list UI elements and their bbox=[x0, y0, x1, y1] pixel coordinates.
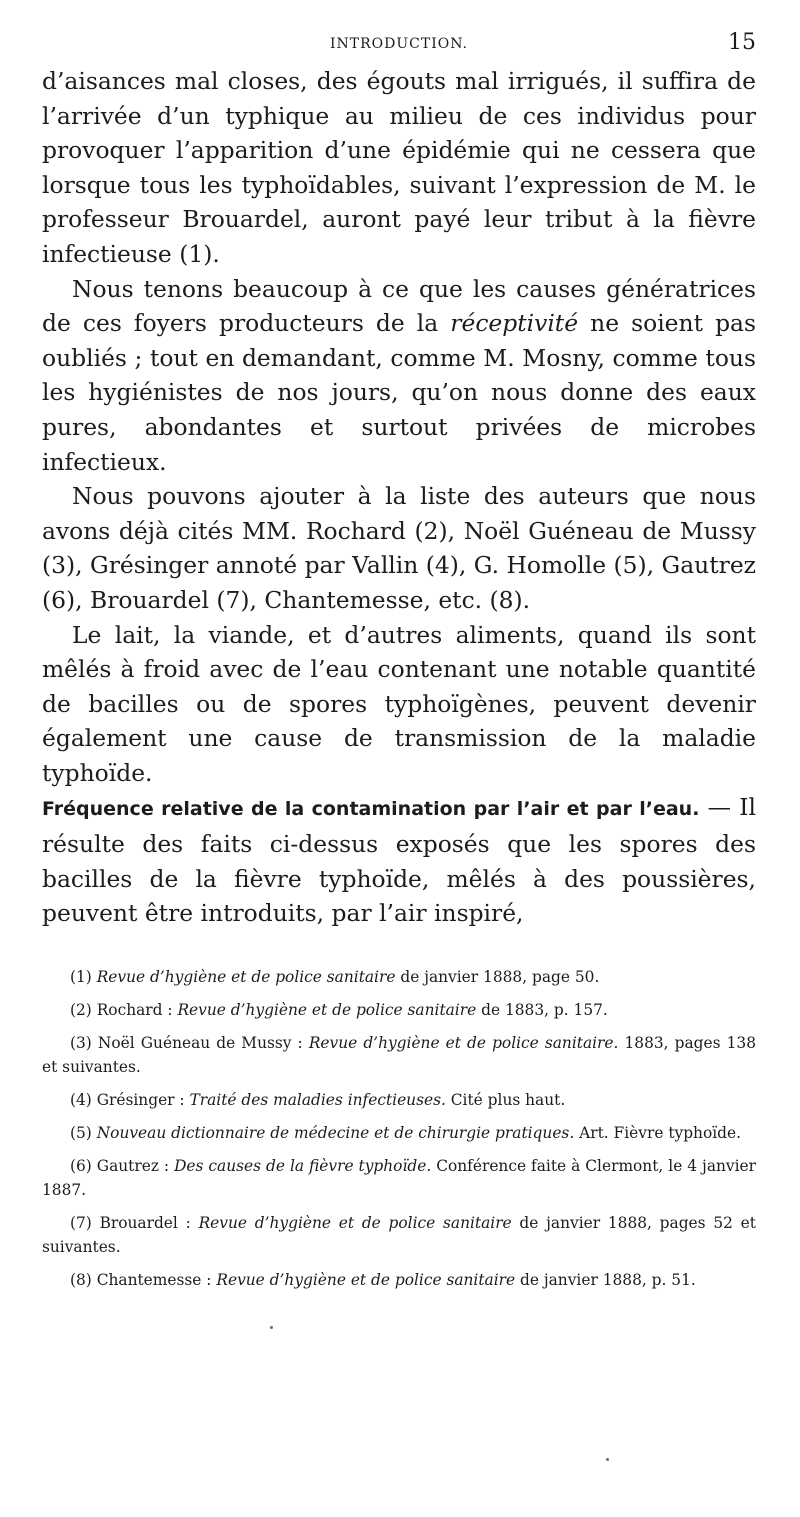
footnote-source: Revue d’hygiène et de police sanitaire. bbox=[308, 1033, 619, 1052]
footnote-8 bbox=[42, 1268, 756, 1292]
section-run-in-heading: Fréquence relative de la contamination par l’air et par l’eau. bbox=[42, 798, 700, 821]
footnote-source: Nouveau dictionnaire de médecine et de chirurgie pratiques. bbox=[96, 1123, 575, 1142]
footnote-detail: de janvier 1888, p. 51. bbox=[515, 1270, 696, 1289]
footnote-source: Revue d’hygiène et de police sanitaire bbox=[96, 967, 396, 986]
footnote-4 bbox=[42, 1088, 756, 1112]
footnote-3 bbox=[42, 1031, 756, 1079]
footnote-number: (1) bbox=[70, 967, 92, 986]
footnote-author: Noël Guéneau de Mussy : bbox=[97, 1033, 309, 1052]
paragraph-4-text: Le lait, la viande, et d’autres aliments, quand ils sont mêlés à froid avec de l’eau contenant une notable quantité de bacilles ou de spores typhoïgènes, peuvent devenir également une cause de transmission de la maladie typhoïde. bbox=[42, 620, 756, 787]
paragraph-3-text: Nous pouvons ajouter à la liste des auteurs que nous avons déjà cités MM. Rochard (2), Noël Guéneau de Mussy (3), Grésinger annoté par Vallin (4), G. Homolle (5), Gautrez (6), Brouardel (7), Chantemesse, etc. (8). bbox=[42, 482, 756, 614]
paragraph-2 bbox=[42, 272, 756, 480]
footnote-author: Chantemesse : bbox=[96, 1270, 217, 1289]
footnote-number: (3) bbox=[70, 1033, 92, 1052]
footnote-1 bbox=[42, 965, 756, 989]
footnote-source: Revue d’hygiène et de police sanitaire bbox=[198, 1213, 512, 1232]
footnote-source: Des causes de la fièvre typhoïde. bbox=[174, 1156, 432, 1175]
paragraph-2-text-before: Nous tenons beaucoup à ce que les causes génératrices de ces foyers producteurs de la bbox=[42, 274, 756, 338]
footnote-source: Revue d’hygiène et de police sanitaire bbox=[177, 1000, 477, 1019]
footnote-6 bbox=[42, 1154, 756, 1202]
footnote-author: Rochard : bbox=[96, 1000, 178, 1019]
paper-speck bbox=[606, 1458, 609, 1461]
footnote-number: (5) bbox=[70, 1123, 92, 1142]
body-text bbox=[42, 64, 756, 931]
paragraph-5-text: — Il résulte des faits ci-dessus exposés que les spores des bacilles de la fièvre typhoïde, mêlés à des poussières, peuvent être introduits, par l’air inspiré, bbox=[42, 793, 756, 928]
running-head bbox=[42, 30, 756, 64]
footnote-detail: 1883, pages 138 et suivantes. bbox=[42, 1033, 756, 1076]
paper-speck bbox=[270, 1326, 273, 1329]
footnote-number: (7) bbox=[70, 1213, 92, 1232]
running-title: INTRODUCTION. bbox=[329, 36, 469, 52]
footnote-number: (4) bbox=[70, 1090, 92, 1109]
footnote-2 bbox=[42, 998, 756, 1022]
footnote-number: (6) bbox=[70, 1156, 92, 1175]
footnote-7 bbox=[42, 1211, 756, 1259]
footnote-number: (8) bbox=[70, 1270, 92, 1289]
footnote-5 bbox=[42, 1121, 756, 1145]
footnote-source: Traité des maladies infectieuses. bbox=[189, 1090, 446, 1109]
paragraph-1 bbox=[42, 64, 756, 272]
paragraph-4 bbox=[42, 618, 756, 791]
paragraph-3 bbox=[42, 479, 756, 617]
footnote-detail: de 1883, p. 157. bbox=[476, 1000, 608, 1019]
footnote-author: Gautrez : bbox=[96, 1156, 175, 1175]
footnote-author: Grésinger : bbox=[96, 1090, 190, 1109]
footnote-detail: Art. Fièvre typhoïde. bbox=[574, 1123, 741, 1142]
paragraph-1-text: d’aisances mal closes, des égouts mal irrigués, il suffira de l’arrivée d’un typhique au milieu de ces individus pour provoquer l’apparition d’une épidémie qui ne cessera que lorsque tous les typhoïdables, suivant l’expression de M. le professeur Brouardel, auront payé leur tribut à la fièvre infectieuse (1). bbox=[42, 67, 756, 268]
footnote-source: Revue d’hygiène et de police sanitaire bbox=[216, 1270, 516, 1289]
footnote-detail: de janvier 1888, page 50. bbox=[395, 967, 600, 986]
footnote-detail: de janvier 1888, pages 52 et suivantes. bbox=[42, 1213, 756, 1256]
footnote-detail: Cité plus haut. bbox=[445, 1090, 566, 1109]
footnotes bbox=[42, 965, 756, 1292]
paragraph-2-emphasis: réceptivité bbox=[450, 309, 579, 338]
footnote-author: Brouardel : bbox=[99, 1213, 199, 1232]
paragraph-5 bbox=[42, 790, 756, 930]
footnote-number: (2) bbox=[70, 1000, 92, 1019]
page-number: 15 bbox=[728, 30, 756, 55]
paragraph-2-text-after: ne soient pas oubliés ; tout en demandant, comme M. Mosny, comme tous les hygiénistes de nos jours, qu’on nous donne des eaux pures, abondantes et surtout privées de microbes infectieux. bbox=[42, 309, 756, 476]
footnote-detail: Conférence faite à Clermont, le 4 janvier 1887. bbox=[42, 1156, 756, 1199]
